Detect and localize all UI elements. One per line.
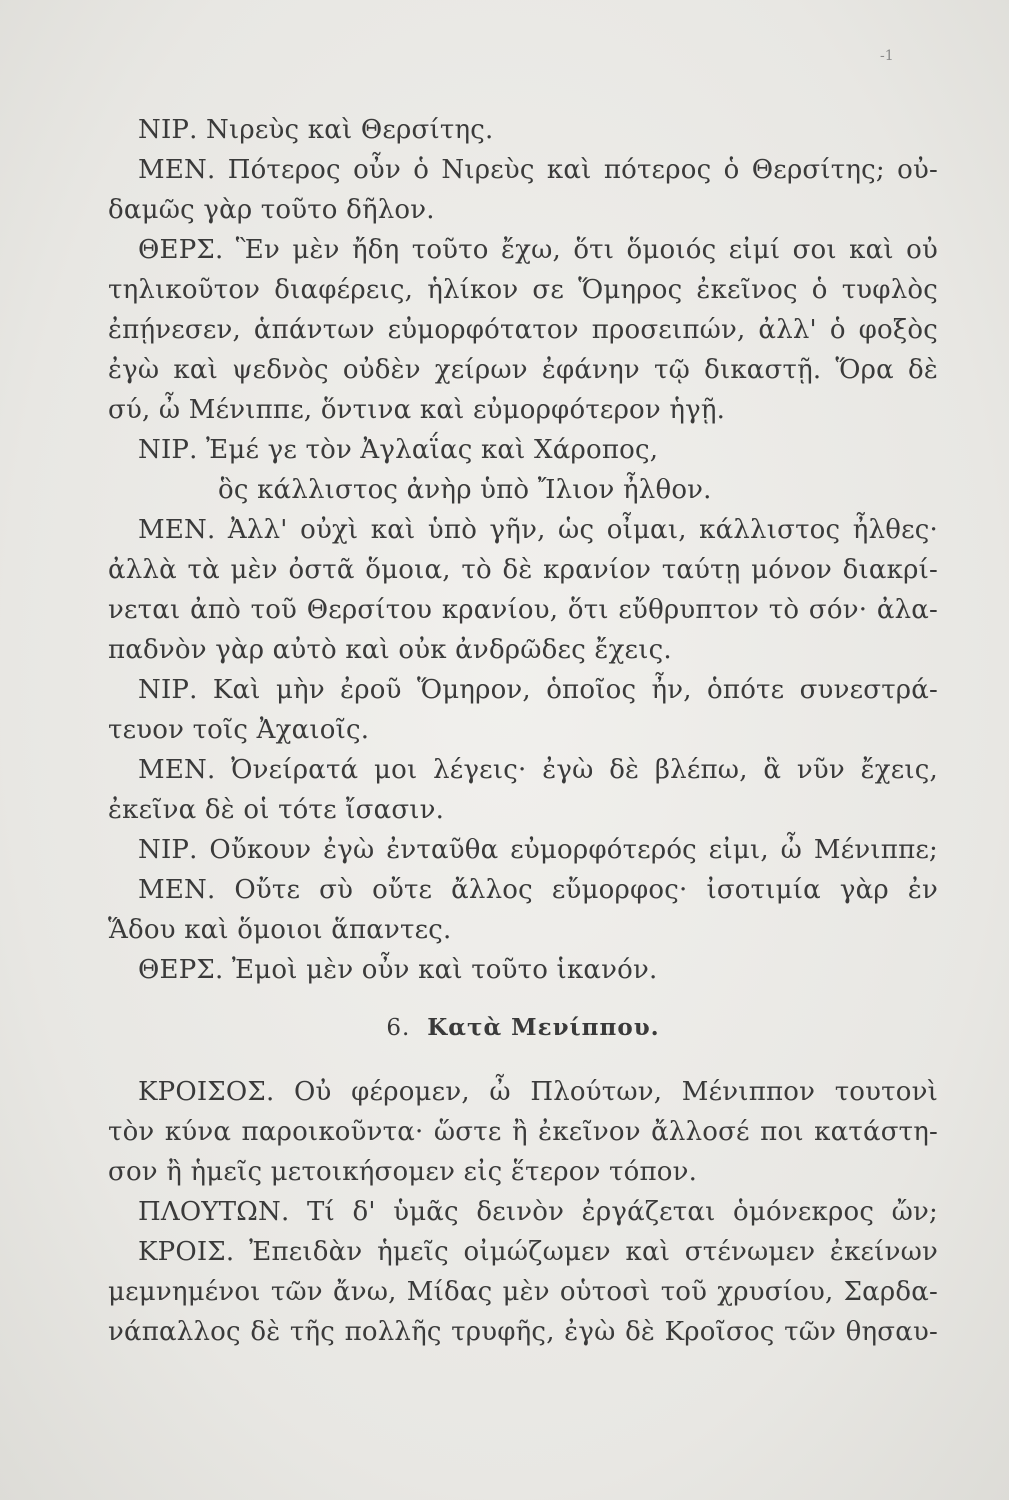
text-line: Ἅδου καὶ ὅμοιοι ἅπαντες. bbox=[108, 915, 452, 945]
text-line: σον ἢ ἡμεῖς μετοικήσομεν εἰς ἕτερον τόπον. bbox=[108, 1157, 698, 1187]
page-text bbox=[108, 110, 938, 1352]
text-line: ὃς κάλλιστος ἀνὴρ ὑπὸ Ἴλιον ἦλθον. bbox=[218, 475, 712, 505]
text-line: ΠΛΟΥΤΩΝ. Τί δ' ὑμᾶς δεινὸν ἐργάζεται ὁμόνεκρος ὤν; bbox=[138, 1197, 938, 1227]
text-line: ΜΕΝ. Ἀλλ' οὐχὶ καὶ ὑπὸ γῆν, ὡς οἶμαι, κάλλιστος ἦλθες· bbox=[138, 515, 938, 545]
text-line: ΚΡΟΙΣ. Ἐπειδὰν ἡμεῖς οἰμώζωμεν καὶ στένωμεν ἐκείνων bbox=[138, 1237, 938, 1267]
text-line: ΝΙΡ. Ἐμέ γε τὸν Ἀγλαΐας καὶ Χάροπος, bbox=[138, 435, 659, 465]
text-line: νεται ἀπὸ τοῦ Θερσίτου κρανίου, ὅτι εὔθρυπτον τὸ σόν· ἀλα- bbox=[108, 595, 938, 625]
text-line: νάπαλλος δὲ τῆς πολλῆς τρυφῆς, ἐγὼ δὲ Κροῖσος τῶν θησαυ- bbox=[108, 1317, 938, 1347]
text-line: τευον τοῖς Ἀχαιοῖς. bbox=[108, 715, 370, 745]
text-line: ΝΙΡ. Καὶ μὴν ἐροῦ Ὅμηρον, ὁποῖος ἦν, ὁπότε συνεστρά- bbox=[138, 675, 938, 705]
text-line: ἐπῄνεσεν, ἁπάντων εὐμορφότατον προσειπών, ἀλλ' ὁ φοξὸς bbox=[108, 315, 938, 345]
text-line: ἀλλὰ τὰ μὲν ὀστᾶ ὅμοια, τὸ δὲ κρανίον ταύτῃ μόνον διακρί- bbox=[108, 555, 938, 585]
chapter-title: Κατὰ Μενίππου. bbox=[427, 1014, 660, 1041]
text-line: τὸν κύνα παροικοῦντα· ὥστε ἢ ἐκεῖνον ἄλλοσέ ποι κατάστη- bbox=[108, 1117, 938, 1147]
text-line: τηλικοῦτον διαφέρεις, ἡλίκον σε Ὅμηρος ἐκεῖνος ὁ τυφλὸς bbox=[108, 275, 938, 305]
corner-mark: -1 bbox=[880, 48, 894, 64]
text-line: ΘΕΡΣ. Ἐμοὶ μὲν οὖν καὶ τοῦτο ἱκανόν. bbox=[138, 955, 658, 985]
text-line: παδνὸν γὰρ αὐτὸ καὶ οὐκ ἀνδρῶδες ἔχεις. bbox=[108, 635, 672, 665]
text-line: ἐκεῖνα δὲ οἱ τότε ἴσασιν. bbox=[108, 795, 445, 825]
text-line: ΚΡΟΙΣΟΣ. Οὐ φέρομεν, ὦ Πλούτων, Μένιππον τουτονὶ bbox=[138, 1077, 938, 1107]
text-line: ΜΕΝ. Πότερος οὖν ὁ Νιρεὺς καὶ πότερος ὁ Θερσίτης; οὐ- bbox=[138, 155, 938, 185]
text-line: ΘΕΡΣ. Ἓν μὲν ἤδη τοῦτο ἔχω, ὅτι ὅμοιός εἰμί σοι καὶ οὐ bbox=[138, 235, 938, 265]
text-line: μεμνημένοι τῶν ἄνω, Μίδας μὲν οὑτοσὶ τοῦ χρυσίου, Σαρδα- bbox=[108, 1277, 938, 1307]
text-line: ἐγὼ καὶ ψεδνὸς οὐδὲν χείρων ἐφάνην τῷ δικαστῇ. Ὅρα δὲ bbox=[108, 355, 938, 385]
text-line: δαμῶς γὰρ τοῦτο δῆλον. bbox=[108, 195, 435, 225]
dialogue-section-1 bbox=[108, 110, 938, 990]
text-line: ΝΙΡ. Οὔκουν ἐγὼ ἐνταῦθα εὐμορφότερός εἰμι, ὦ Μένιππε; bbox=[138, 835, 938, 865]
chapter-number: 6. bbox=[386, 1015, 411, 1041]
text-line: ΝΙΡ. Νιρεὺς καὶ Θερσίτης. bbox=[138, 115, 494, 145]
dialogue-section-2 bbox=[108, 1072, 938, 1352]
text-line: σύ, ὦ Μένιππε, ὅντινα καὶ εὐμορφότερον ἡγῇ. bbox=[108, 395, 726, 425]
chapter-heading bbox=[108, 1008, 938, 1048]
text-line: ΜΕΝ. Ὀνείρατά μοι λέγεις· ἐγὼ δὲ βλέπω, ἃ νῦν ἔχεις, bbox=[138, 755, 938, 785]
text-line: ΜΕΝ. Οὔτε σὺ οὔτε ἄλλος εὔμορφος· ἰσοτιμία γὰρ ἐν bbox=[138, 875, 938, 905]
